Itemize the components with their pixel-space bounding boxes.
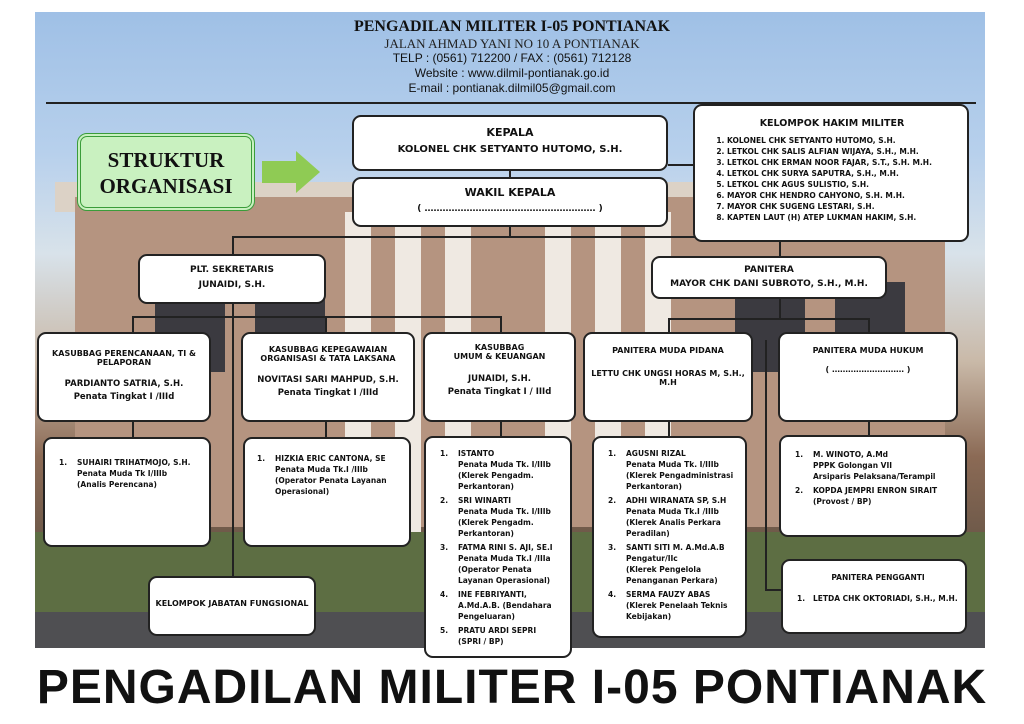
sekretaris-box bbox=[138, 254, 326, 304]
pidana-name: LETTU CHK UNGSI HORAS M, S.H., M.H bbox=[591, 369, 745, 387]
hakim-member: 2. LETKOL CHK SALIS ALFIAN WIJAYA, S.H., M.H. bbox=[727, 146, 957, 157]
wakil-kepala-box bbox=[352, 177, 668, 227]
phone-fax: TELP : (0561) 712200 / FAX : (0561) 712128 bbox=[392, 51, 632, 65]
pengganti-title: PANITERA PENGGANTI bbox=[831, 573, 925, 582]
email: E-mail : pontianak.dilmil05@gmail.com bbox=[408, 81, 616, 95]
panitera-name: MAYOR CHK DANI SUBROTO, S.H., M.H. bbox=[670, 279, 868, 289]
staff-member: 5. PRATU ARDI SEPRI (SPRI / BP) bbox=[440, 626, 537, 646]
staff-umum-list bbox=[440, 448, 566, 647]
kasubbag-kepegawaian-box: KASUBBAG KEPEGAWAIAN ORGANISASI & TATA LAKSANA NOVITASI SARI MAHPUD, S.H. Penata Tingkat I /IIId bbox=[241, 332, 415, 422]
institution-address: JALAN AHMAD YANI NO 10 A PONTIANAK bbox=[384, 36, 640, 51]
staff-pidana-box bbox=[592, 436, 747, 638]
kelompok-jabatan-fungsional-box: KELOMPOK JABATAN FUNGSIONAL bbox=[148, 576, 316, 636]
hakim-militer-title: KELOMPOK HAKIM MILITER bbox=[759, 118, 905, 129]
panitera-pengganti-box: PANITERA PENGGANTI 1. LETDA CHK OKTORIADI, S.H., M.H. bbox=[781, 559, 967, 634]
staff-perencanaan-box bbox=[43, 437, 211, 547]
staff-member: 2. KOPDA JEMPRI ENRON SIRAIT (Provost / BP) bbox=[795, 486, 938, 506]
panitera-title: PANITERA bbox=[744, 265, 794, 275]
hakim-member: 8. KAPTEN LAUT (H) ATEP LUKMAN HAKIM, S.H. bbox=[727, 212, 957, 223]
arrow-head-icon bbox=[296, 151, 320, 193]
staff-member: 4. INE FEBRIYANTI, A.Md.A.B. (Bendahara Pengeluaran) bbox=[440, 590, 552, 621]
hakim-member: 5. LETKOL CHK AGUS SULISTIO, S.H. bbox=[727, 179, 957, 190]
institution-title: PENGADILAN MILITER I-05 PONTIANAK bbox=[353, 18, 671, 35]
kepegawaian-rank: Penata Tingkat I /IIId bbox=[277, 388, 379, 398]
website: Website : www.dilmil-pontianak.go.id bbox=[414, 66, 610, 80]
hakim-militer-box bbox=[693, 104, 969, 242]
staff-member: 1. SUHAIRI TRIHATMOJO, S.H. Penata Muda Tk I/IIIb (Analis Perencana) bbox=[59, 458, 191, 489]
wakil-kepala-name: ( ………………………………………………… ) bbox=[417, 204, 603, 214]
staff-member: 1. HIZKIA ERIC CANTONA, SE Penata Muda Tk.I /IIIb (Operator Penata Layanan Operasional) bbox=[257, 454, 387, 496]
panitera-box bbox=[651, 256, 887, 299]
kepala-name: KOLONEL CHK SETYANTO HUTOMO, S.H. bbox=[397, 144, 623, 155]
kepegawaian-name: NOVITASI SARI MAHPUD, S.H. bbox=[257, 375, 399, 385]
footer-title: PENGADILAN MILITER I-05 PONTIANAK bbox=[36, 661, 988, 714]
umum-rank: Penata Tingkat I / IIId bbox=[447, 387, 552, 397]
staff-pidana-list bbox=[608, 448, 741, 622]
hakim-member: 1. KOLONEL CHK SETYANTO HUTOMO, S.H. bbox=[727, 135, 957, 146]
perencanaan-rank: Penata Tingkat I /IIId bbox=[73, 392, 175, 402]
staff-member: 3. FATMA RINI S. AJI, SE.I Penata Muda Tk.I /IIIa (Operator Penata Layanan Operasional) bbox=[440, 543, 553, 585]
perencanaan-name: PARDIANTO SATRIA, S.H. bbox=[64, 379, 184, 389]
kepala-title: KEPALA bbox=[486, 126, 534, 139]
sekretaris-title: PLT. SEKRETARIS bbox=[189, 265, 274, 275]
staff-kepegawaian-list bbox=[257, 453, 403, 497]
umum-name: JUNAIDI, S.H. bbox=[467, 374, 532, 384]
arrow-icon bbox=[262, 161, 298, 183]
struktur-organisasi-badge: STRUKTUR ORGANISASI bbox=[77, 133, 255, 211]
staff-hukum-box bbox=[779, 435, 967, 537]
letterhead bbox=[0, 18, 1024, 96]
hakim-member: 7. MAYOR CHK SUGENG LESTARI, S.H. bbox=[727, 201, 957, 212]
staff-member: 2. SRI WINARTI Penata Muda Tk. I/IIIb (Klerek Pengadm. Perkantoran) bbox=[440, 496, 551, 538]
panitera-muda-hukum-box: PANITERA MUDA HUKUM ( ……………………… ) bbox=[778, 332, 958, 422]
kasubbag-umum-box: KASUBBAG UMUM & KEUANGAN JUNAIDI, S.H. Penata Tingkat I / IIId bbox=[423, 332, 576, 422]
panitera-muda-pidana-box: PANITERA MUDA PIDANA LETTU CHK UNGSI HORAS M, S.H., M.H bbox=[583, 332, 753, 422]
kepala-box bbox=[352, 115, 668, 171]
staff-member: 3. SANTI SITI M. A.Md.A.B Pengatur/IIc (Klerek Pengelola Penanganan Perkara) bbox=[608, 543, 725, 585]
staff-member: 4. SERMA FAUZY ABAS (Klerek Penelaah Teknis Kebijakan) bbox=[608, 590, 728, 621]
sekretaris-name: JUNAIDI, S.H. bbox=[198, 280, 266, 290]
hukum-name: ( ……………………… ) bbox=[825, 365, 911, 374]
staff-member: 2. ADHI WIRANATA SP, S.H Penata Muda Tk.I /IIIb (Klerek Analis Perkara Peradilan) bbox=[608, 496, 727, 538]
hakim-member: 6. MAYOR CHK HENDRO CAHYONO, S.H. M.H. bbox=[727, 190, 957, 201]
staff-member: 1. ISTANTO Penata Muda Tk. I/IIIb (Klerek Pengadm. Perkantoran) bbox=[440, 449, 551, 491]
staff-member: 1. M. WINOTO, A.Md PPPK Golongan VII Arsiparis Pelaksana/Terampil bbox=[795, 450, 936, 481]
staff-umum-box bbox=[424, 436, 572, 658]
wakil-kepala-title: WAKIL KEPALA bbox=[464, 186, 556, 199]
hakim-member: 3. LETKOL CHK ERMAN NOOR FAJAR, S.T., S.H. M.H. bbox=[727, 157, 957, 168]
staff-member: 1. AGUSNI RIZAL Penata Muda Tk. I/IIIb (Klerek Pengadministrasi Perkantoran) bbox=[608, 449, 734, 491]
pengganti-name: LETDA CHK OKTORIADI, S.H., M.H. bbox=[813, 594, 958, 603]
hakim-member: 4. LETKOL CHK SURYA SAPUTRA, S.H., M.H. bbox=[727, 168, 957, 179]
staff-hukum-list bbox=[795, 449, 961, 507]
staff-kepegawaian-box bbox=[243, 437, 411, 547]
staff-perencanaan-list bbox=[59, 457, 203, 490]
hakim-list bbox=[707, 135, 957, 223]
kasubbag-perencanaan-box: KASUBBAG PERENCANAAN, TI & PELAPORAN PARDIANTO SATRIA, S.H. Penata Tingkat I /IIId bbox=[37, 332, 211, 422]
